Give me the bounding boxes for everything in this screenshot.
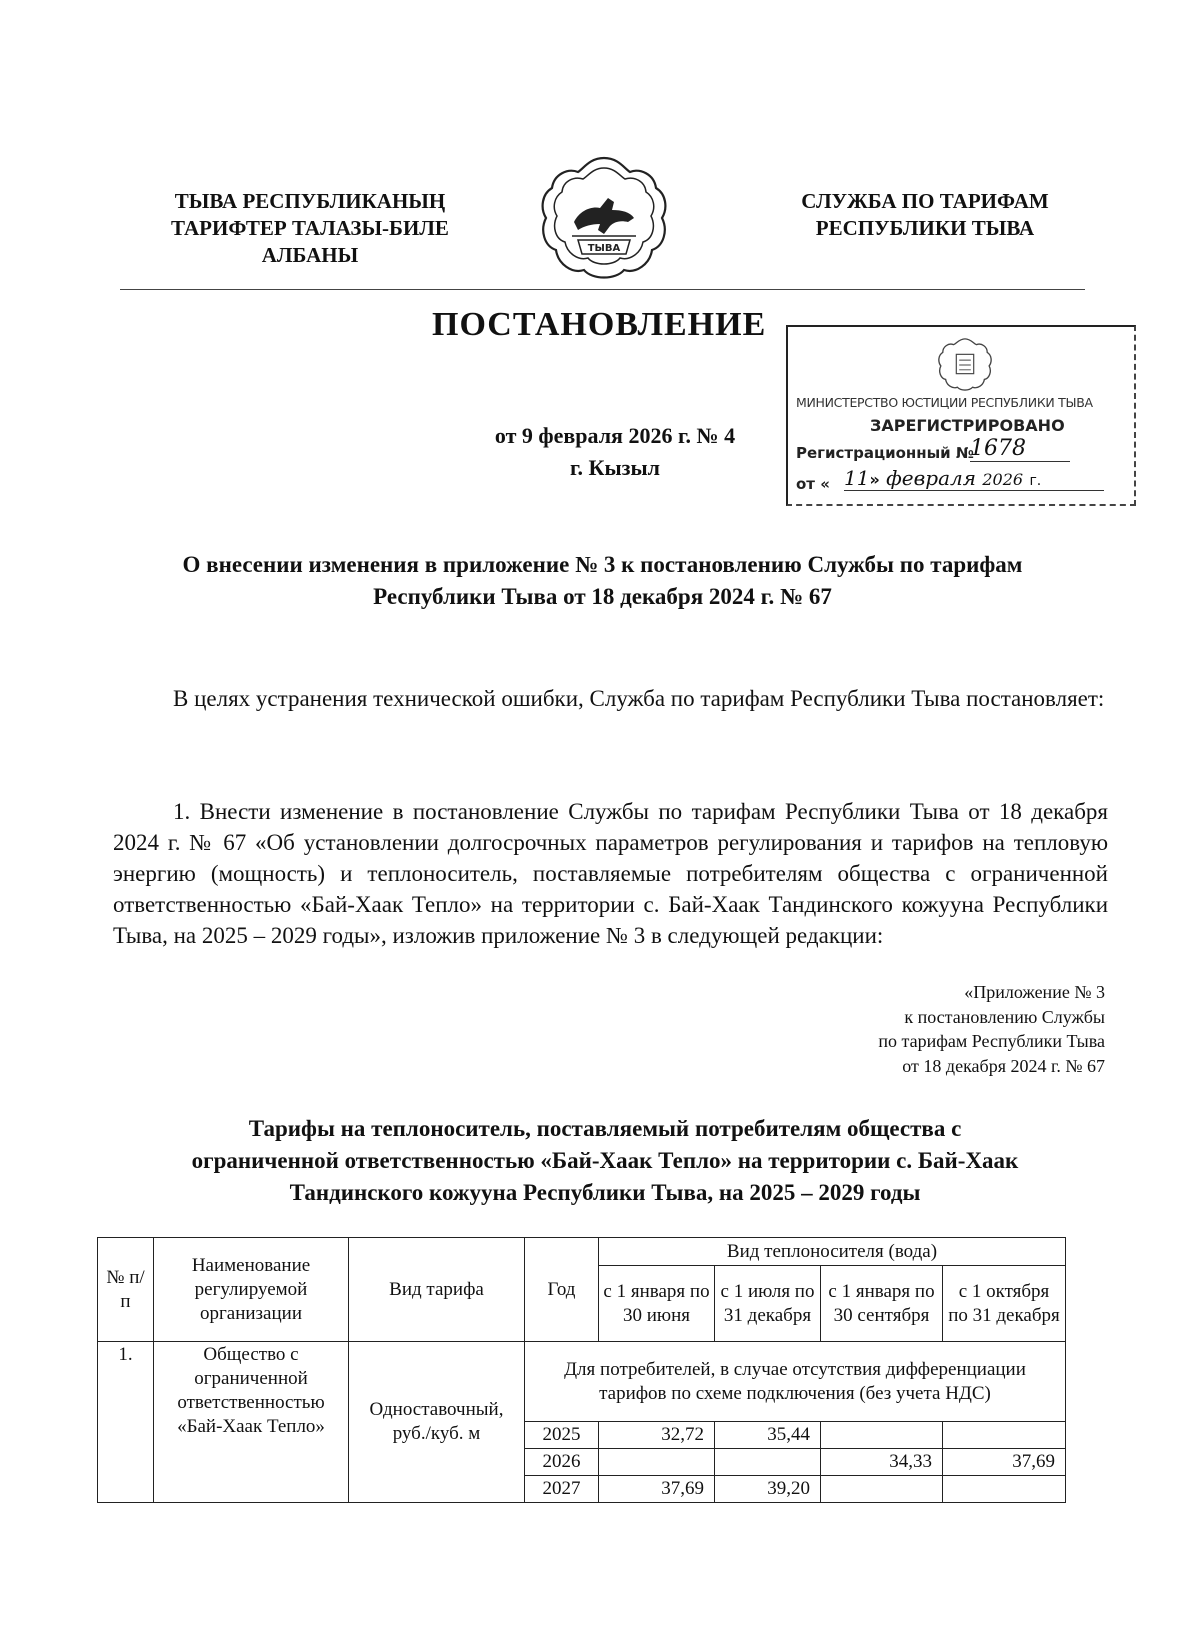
header-left-line: АЛБАНЫ (261, 243, 359, 267)
appendix-line: «Приложение № 3 (964, 982, 1105, 1002)
cell-org-name: Общество с ограниченной ответственностью «Бай-Хаак Тепло» (154, 1342, 349, 1503)
appendix-reference (700, 980, 1105, 1078)
table-title-line: Тандинского кожууна Республики Тыва, на 2025 – 2029 годы (289, 1180, 921, 1205)
stamp-ministry: МИНИСТЕРСТВО ЮСТИЦИИ РЕСПУБЛИКИ ТЫВА (796, 395, 1093, 410)
cell-value (599, 1449, 715, 1476)
stamp-date-quote: » (869, 470, 880, 489)
cell-tariff-type: Одноставочный, руб./куб. м (349, 1342, 525, 1503)
table-title (100, 1113, 1110, 1209)
table-header-row (98, 1238, 1066, 1266)
cell-value: 32,72 (599, 1422, 715, 1449)
cell-value: 37,69 (599, 1476, 715, 1503)
table-row (98, 1342, 1066, 1422)
cell-value: 35,44 (715, 1422, 821, 1449)
cell-value (821, 1422, 943, 1449)
header-right-line: РЕСПУБЛИКИ ТЫВА (815, 216, 1035, 240)
cell-value (943, 1476, 1066, 1503)
header-tariff-type: Вид тарифа (349, 1238, 525, 1342)
stamp-date-month: февраля (886, 466, 976, 490)
cell-consumer-note: Для потребителей, в случае отсутствия дифференциации тарифов по схеме подключения (без учета НДС) (525, 1342, 1066, 1422)
cell-value: 34,33 (821, 1449, 943, 1476)
cell-year: 2025 (525, 1422, 599, 1449)
document-date-block (440, 420, 790, 484)
document-subject: О внесении изменения в приложение № 3 к постановлению Службы по тарифам Республики Тыва от 18 декабря 2024 г. № 67 (182, 552, 1023, 609)
header-period: с 1 октября по 31 декабря (943, 1266, 1066, 1342)
cell-value (715, 1449, 821, 1476)
cell-row-num: 1. (98, 1342, 154, 1503)
cell-value: 39,20 (715, 1476, 821, 1503)
table-title-line: Тарифы на теплоноситель, поставляемый потребителям общества с (248, 1116, 962, 1141)
stamp-date-suffix: г. (1029, 473, 1042, 489)
tariff-table (97, 1237, 1066, 1503)
header-right-title (755, 188, 1095, 242)
paragraph-item-1: 1. Внести изменение в постановление Службы по тарифам Республики Тыва от 18 декабря 2024 г. № 67 «Об установлении долгосрочных параметров регулирования и тарифов на тепловую энергию (мощность) и теплоноситель, поставляемые потребителям общества с ограниченной ответственностью «Бай-Хаак Тепло» на территории с. Бай-Хаак Тандинского кожууна Республики Тыва, на 2025 – 2029 годы», изложив приложение № 3 в следующей редакции: (113, 799, 1108, 948)
header-left-line: ТЫВА РЕСПУБЛИКАНЫҢ (174, 189, 446, 213)
appendix-line: по тарифам Республики Тыва (878, 1031, 1105, 1051)
appendix-line: от 18 декабря 2024 г. № 67 (902, 1055, 1105, 1076)
header-org: Наименование регулируемой организации (154, 1238, 349, 1342)
cell-value (943, 1422, 1066, 1449)
stamp-emblem-icon (936, 335, 994, 393)
header-period: с 1 января по 30 июня (599, 1266, 715, 1342)
stamp-registered: ЗАРЕГИСТРИРОВАНО (870, 416, 1065, 435)
stamp-date-year: 2026 (982, 470, 1024, 489)
cell-year: 2026 (525, 1449, 599, 1476)
paragraph-preamble: В целях устранения технической ошибки, Служба по тарифам Республики Тыва постановляет: (173, 686, 1105, 711)
stamp-number-value: 1678 (970, 436, 1070, 462)
stamp-date-day: 11 (844, 466, 870, 490)
tuva-emblem-icon (534, 150, 674, 290)
cell-year: 2027 (525, 1476, 599, 1503)
header-divider (120, 289, 1085, 290)
header-right-line: СЛУЖБА ПО ТАРИФАМ (801, 189, 1049, 213)
cell-value (821, 1476, 943, 1503)
stamp-date-value (844, 466, 1104, 491)
header-period: с 1 января по 30 сентября (821, 1266, 943, 1342)
table-title-line: ограниченной ответственностью «Бай-Хаак Тепло» на территории с. Бай-Хаак (191, 1148, 1019, 1173)
header-coolant-group: Вид теплоносителя (вода) (599, 1238, 1066, 1266)
cell-value: 37,69 (943, 1449, 1066, 1476)
header-left-title (140, 188, 480, 269)
header-num: № п/п (98, 1238, 154, 1342)
document-type: ПОСТАНОВЛЕНИЕ (432, 306, 767, 343)
registration-stamp (786, 325, 1136, 506)
emblem-label: ТЫВА (587, 243, 621, 254)
header-period: с 1 июля по 31 декабря (715, 1266, 821, 1342)
header-year: Год (525, 1238, 599, 1342)
appendix-line: к постановлению Службы (904, 1006, 1105, 1027)
document-date: от 9 февраля 2026 г. № 4 (494, 423, 736, 448)
header-left-line: ТАРИФТЕР ТАЛАЗЫ-БИЛЕ (171, 216, 449, 240)
stamp-number-label: Регистрационный № (796, 444, 974, 462)
document-city: г. Кызыл (570, 455, 660, 480)
stamp-date-prefix: от « (796, 475, 830, 493)
